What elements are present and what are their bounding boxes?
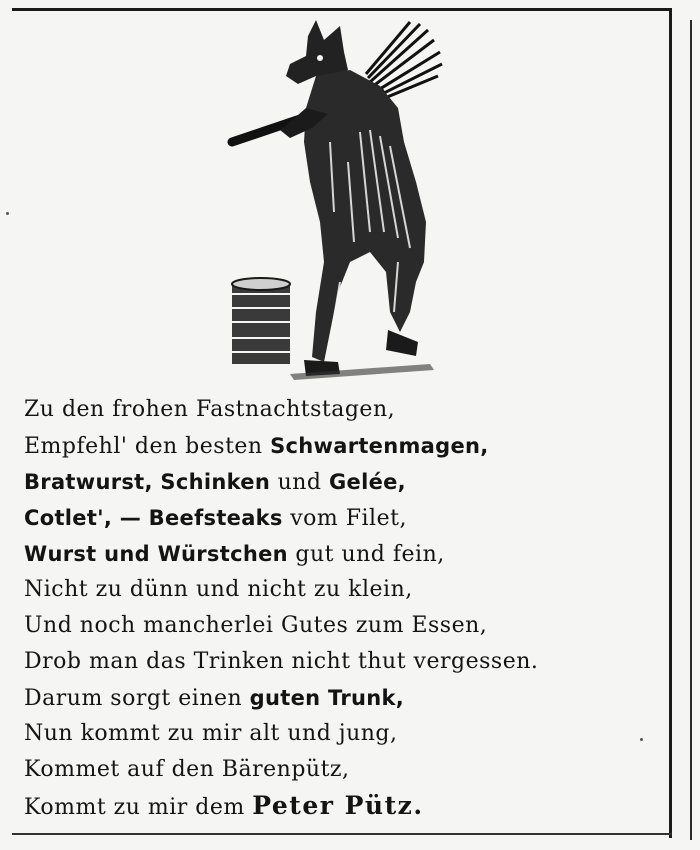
advertisement-poem: [24, 392, 664, 824]
poem-line-12: Kommt zu mir dem Peter Pütz.: [24, 791, 424, 820]
top-border-rule: [12, 8, 670, 11]
poem-line-11: Kommet auf den Bärenpütz,: [24, 757, 350, 782]
outer-border-rule: [690, 20, 692, 840]
poem-line-6: Nicht zu dünn und nicht zu klein,: [24, 577, 413, 602]
poem-line-4: Cotlet', — Beefsteaks vom Filet,: [24, 506, 407, 531]
print-speck: [640, 738, 643, 741]
poem-line-8: Drob man das Trinken nicht thut vergessen.: [24, 649, 539, 674]
poem-line-10: Nun kommt zu mir alt und jung,: [24, 721, 398, 746]
signature-peter-puetz: Peter Pütz.: [252, 791, 424, 820]
poem-line-3: Bratwurst, Schinken und Gelée,: [24, 470, 406, 495]
bear-with-broom-illustration: [220, 12, 460, 392]
poem-line-7: Und noch mancherlei Gutes zum Essen,: [24, 613, 488, 638]
bottom-border-rule: [12, 833, 672, 835]
poem-line-5: Wurst und Würstchen gut und fein,: [24, 542, 445, 567]
poem-line-1: Zu den frohen Fastnachtstagen,: [24, 397, 396, 422]
poem-line-9: Darum sorgt einen guten Trunk,: [24, 686, 405, 711]
right-border-rule: [669, 8, 672, 838]
poem-line-2: Empfehl' den besten Schwartenmagen,: [24, 434, 489, 459]
barrel: [232, 278, 290, 364]
print-speck: [6, 212, 9, 215]
